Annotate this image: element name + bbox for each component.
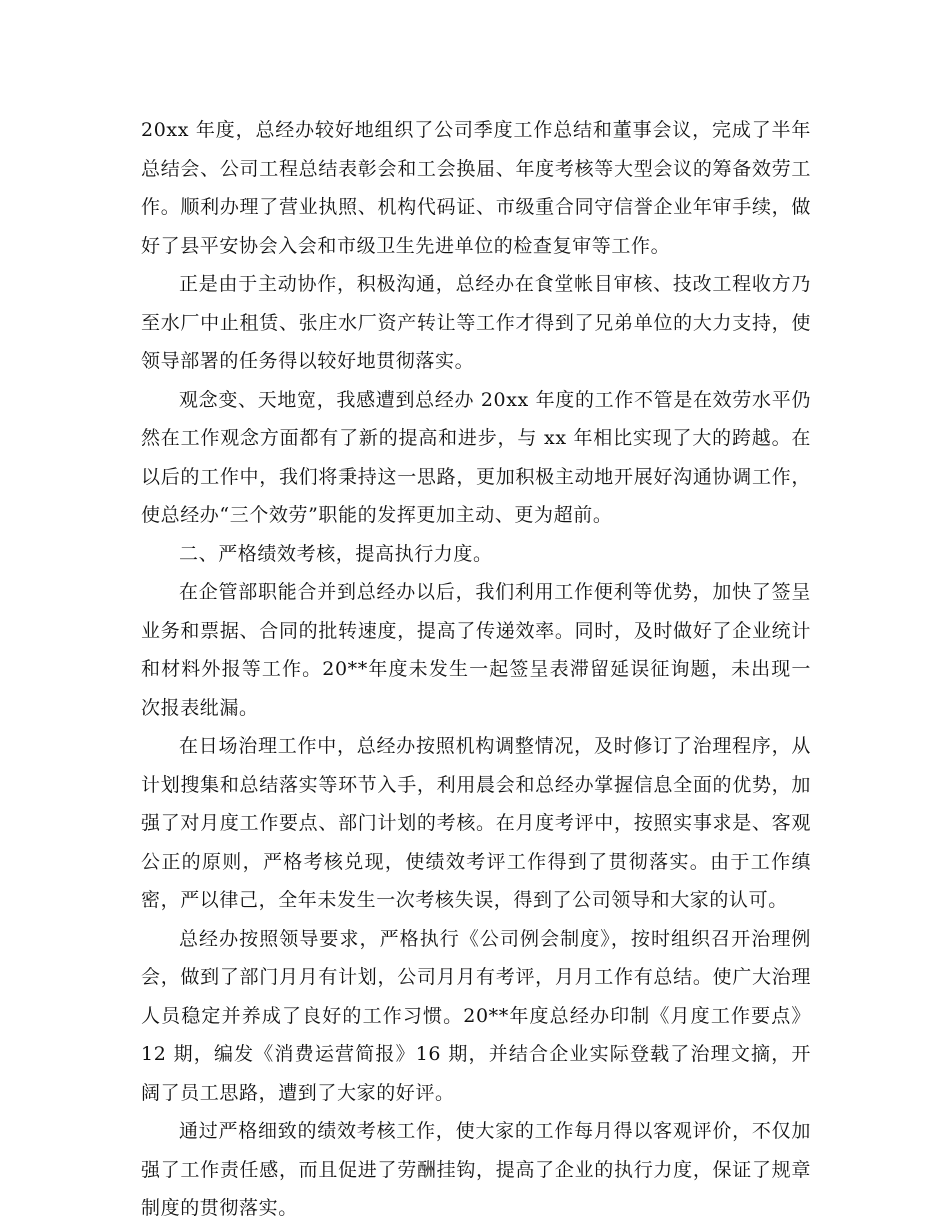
section-heading: 二、严格绩效考核，提高执行力度。: [179, 542, 493, 565]
paragraph-5: 在企管部职能合并到总经办以后，我们利用工作便利等优势，加快了签呈业务和票据、合同的批转速度，提高了传递效率。同时，及时做好了企业统计和材料外报等工作。20**年度未发生一起签呈表滞留延误征询题，未出现一次报表纰漏。: [141, 581, 811, 719]
document-body: [141, 111, 811, 1228]
paragraph-7: 总经办按照领导要求，严格执行《公司例会制度》，按时组织召开治理例会，做到了部门月月有计划，公司月月有考评，月月工作有总结。使广大治理人员稳定并养成了良好的工作习惯。20**年度总经办印制《月度工作要点》12 期，编发《消费运营简报》16 期，并结合企业实际登载了治理文摘，开阔了员工思路，遭到了大家的好评。: [141, 927, 811, 1104]
paragraph-3: 观念变、天地宽，我感遭到总经办 20xx 年度的工作不管是在效劳水平仍然在工作观念方面都有了新的提高和进步，与 xx 年相比实现了大的跨越。在以后的工作中，我们将秉持这一思路，更加积极主动地开展好沟通协调工作，使总经办“三个效劳”职能的发挥更加主动、更为超前。: [141, 388, 811, 526]
paragraph-2: 正是由于主动协作，积极沟通，总经办在食堂帐目审核、技改工程收方乃至水厂中止租赁、张庄水厂资产转让等工作才得到了兄弟单位的大力支持，使领导部署的任务得以较好地贯彻落实。: [141, 273, 811, 372]
paragraph-8: 通过严格细致的绩效考核工作，使大家的工作每月得以客观评价，不仅加强了工作责任感，而且促进了劳酬挂钩，提高了企业的执行力度，保证了规章制度的贯彻落实。: [141, 1120, 811, 1219]
paragraph-1: 20xx 年度，总经办较好地组织了公司季度工作总结和董事会议，完成了半年总结会、公司工程总结表彰会和工会换届、年度考核等大型会议的筹备效劳工作。顺利办理了营业执照、机构代码证、市级重合同守信誉企业年审手续，做好了县平安协会入会和市级卫生先进单位的检查复审等工作。: [141, 119, 811, 257]
paragraph-6: 在日场治理工作中，总经办按照机构调整情况，及时修订了治理程序，从计划搜集和总结落实等环节入手，利用晨会和总经办掌握信息全面的优势，加强了对月度工作要点、部门计划的考核。在月度考评中，按照实事求是、客观公正的原则，严格考核兑现，使绩效考评工作得到了贯彻落实。由于工作缜密，严以律己，全年未发生一次考核失误，得到了公司领导和大家的认可。: [141, 735, 811, 911]
